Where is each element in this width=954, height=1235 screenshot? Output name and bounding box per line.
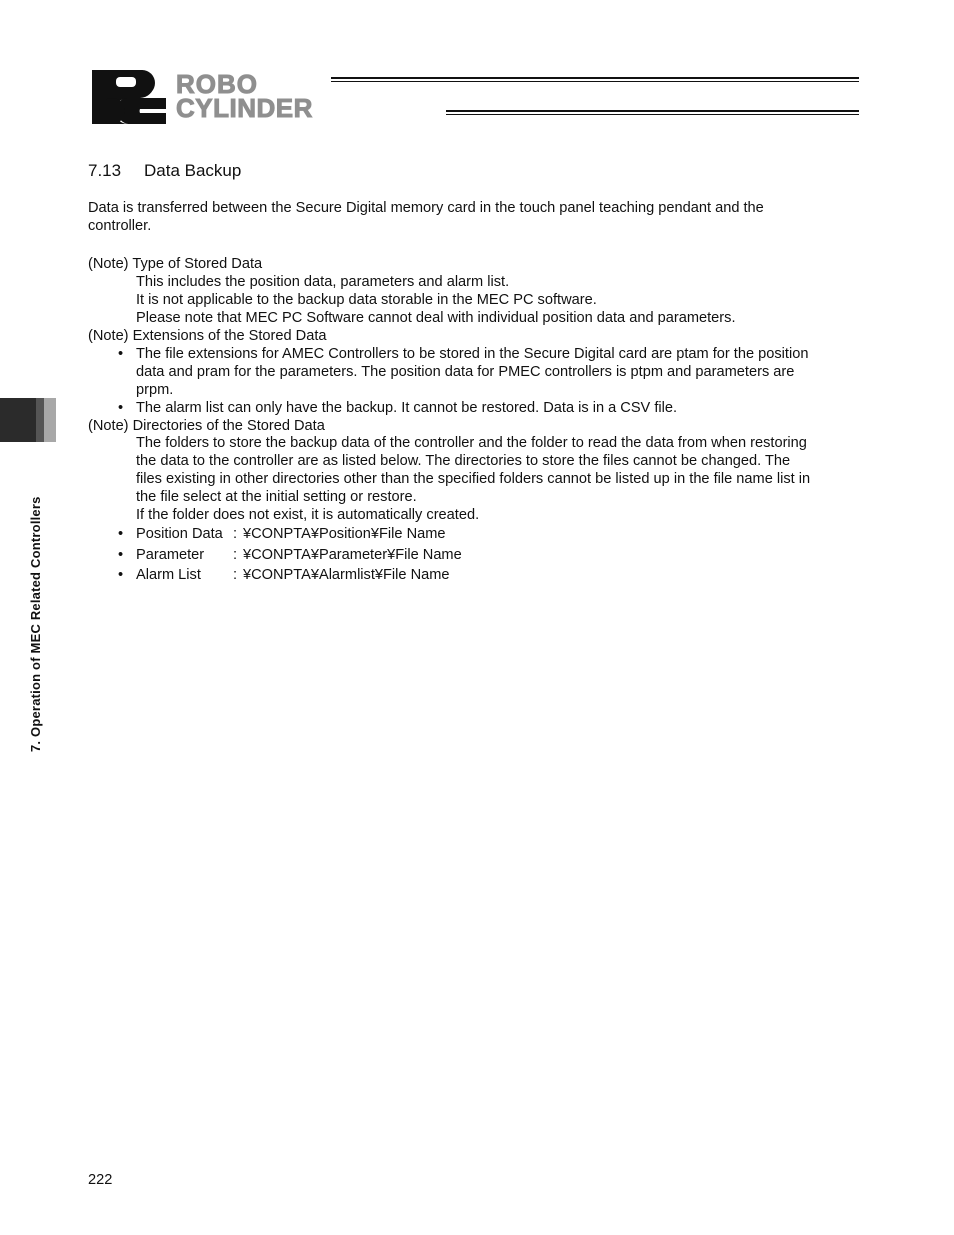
directories-line-1: The folders to store the backup data of the controller and the folder to read the data from when restoring bbox=[136, 435, 807, 451]
chapter-tab bbox=[0, 398, 36, 442]
page-number: 222 bbox=[88, 1172, 113, 1188]
note-type-heading: (Note) Type of Stored Data bbox=[88, 256, 263, 272]
chapter-tab-shade bbox=[36, 398, 44, 442]
intro-line-2: controller. bbox=[88, 218, 152, 234]
directory-key: Position Data bbox=[136, 526, 223, 542]
directory-separator: : bbox=[233, 526, 238, 542]
directories-line-3: files existing in other directories other than the specified folders cannot be listed up in the file name list in bbox=[136, 471, 811, 487]
note-extensions-heading: (Note) Extensions of the Stored Data bbox=[88, 328, 327, 344]
section-number: 7.13 bbox=[88, 161, 122, 180]
intro-line-1: Data is transferred between the Secure Digital memory card in the touch panel teaching pendant and the bbox=[88, 200, 764, 216]
directories-line-5: If the folder does not exist, it is automatically created. bbox=[136, 507, 480, 523]
section-heading bbox=[88, 161, 241, 181]
directory-separator: : bbox=[233, 567, 238, 583]
note-type-line-2: It is not applicable to the backup data storable in the MEC PC software. bbox=[136, 292, 597, 308]
chapter-side-label: 7. Operation of MEC Related Controllers bbox=[28, 496, 43, 752]
header-rule-top-1 bbox=[331, 77, 859, 79]
logo-word-robo: ROBO bbox=[176, 69, 258, 99]
extensions-bullet-2: The alarm list can only have the backup. It cannot be restored. Data is in a CSV file. bbox=[136, 400, 678, 416]
header-rule-bottom-1 bbox=[446, 110, 859, 112]
directory-path: ¥CONPTA¥Parameter¥File Name bbox=[243, 547, 462, 563]
bullet: • bbox=[118, 567, 124, 583]
note-type-line-1: This includes the position data, parameters and alarm list. bbox=[136, 274, 510, 290]
extensions-bullet-1-line-3: prpm. bbox=[136, 382, 174, 398]
directory-separator: : bbox=[233, 547, 238, 563]
bullet: • bbox=[118, 400, 124, 416]
directory-path: ¥CONPTA¥Alarmlist¥File Name bbox=[243, 567, 450, 583]
bullet: • bbox=[118, 526, 124, 542]
directories-line-4: the file select at the initial setting or restore. bbox=[136, 489, 417, 505]
directory-path: ¥CONPTA¥Position¥File Name bbox=[243, 526, 446, 542]
directory-key: Parameter bbox=[136, 547, 205, 563]
header-rule-top-2 bbox=[331, 81, 859, 82]
header-rule-bottom-2 bbox=[446, 114, 859, 115]
bullet: • bbox=[118, 346, 124, 362]
extensions-bullet-1-line-2: data and pram for the parameters. The position data for PMEC controllers is ptpm and parameters are bbox=[136, 364, 795, 380]
section-title: Data Backup bbox=[144, 161, 242, 180]
note-type-line-3: Please note that MEC PC Software cannot deal with individual position data and parameters. bbox=[136, 310, 736, 326]
directories-line-2: the data to the controller are as listed below. The directories to store the files cannot be changed. The bbox=[136, 453, 791, 469]
directory-key: Alarm List bbox=[136, 567, 201, 583]
rc-logo-mark bbox=[88, 68, 170, 124]
chapter-tab-highlight bbox=[44, 398, 56, 442]
bullet: • bbox=[118, 547, 124, 563]
extensions-bullet-1-line-1: The file extensions for AMEC Controllers to be stored in the Secure Digital card are ptam for the position bbox=[136, 346, 809, 362]
note-directories-heading: (Note) Directories of the Stored Data bbox=[88, 418, 325, 434]
logo-word-cylinder: CYLINDER bbox=[176, 93, 313, 123]
